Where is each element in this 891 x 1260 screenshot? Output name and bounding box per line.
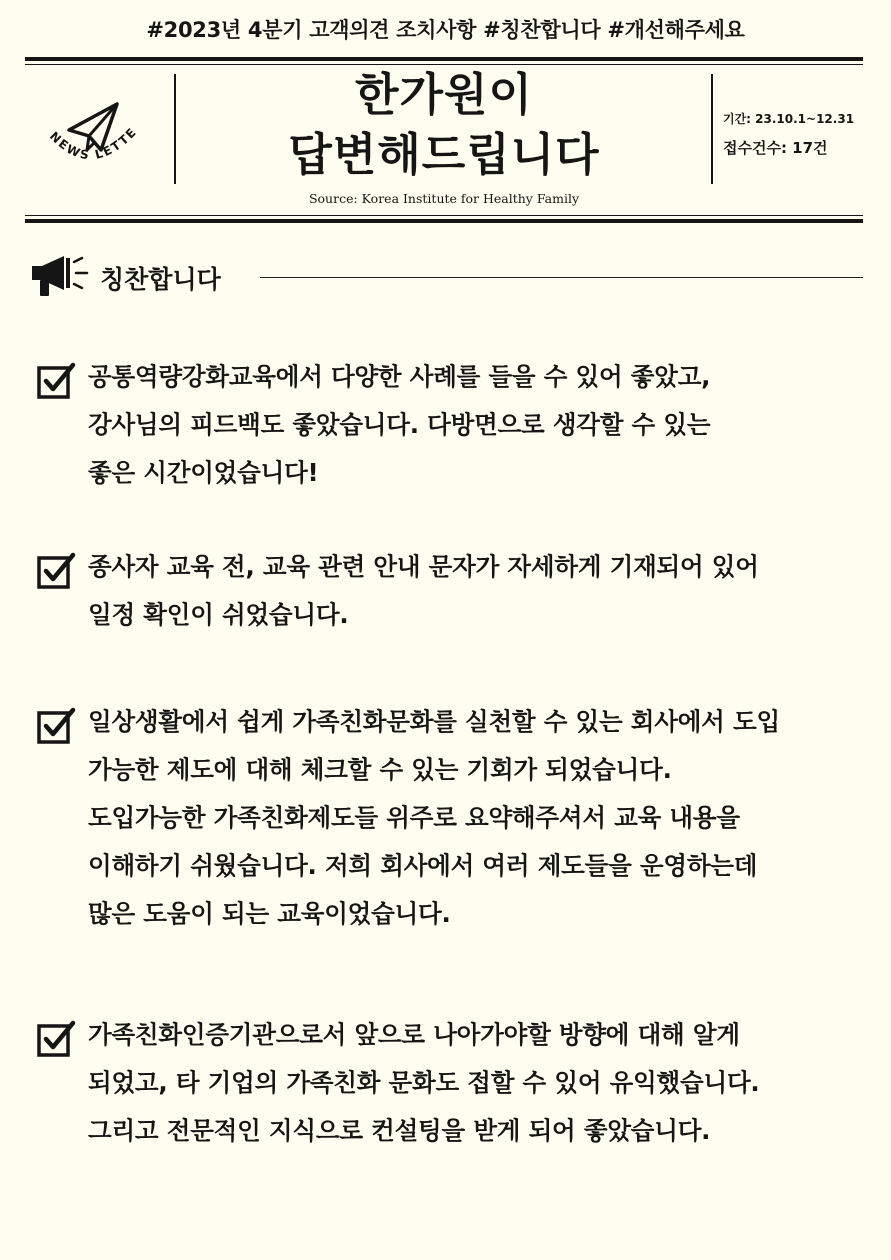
feedback-text: 일상생활에서 쉽게 가족친화문화를 실천할 수 있는 회사에서 도입 가능한 제도에 대해 체크할 수 있는 기회가 되었습니다. 도입가능한 가족친화제도들 위주로 요약해주셔서 교육 내용을 이해하기 쉬웠습니다. 저희 회사에서 여러 제도들을 운영하는데 많은 도움이 되는 교육이었습니다.	[88, 707, 780, 928]
masthead-divider-left	[174, 74, 176, 184]
hashtag-banner: #2023년 4분기 고객의견 조치사항 #칭찬합니다 #개선해주세요	[146, 18, 745, 42]
title-line2: 답변해드립니다	[288, 128, 600, 181]
logo-text: NEWS LETTE	[46, 124, 141, 163]
source-credit: Source: Korea Institute for Healthy Family	[308, 191, 580, 206]
bottom-rule-thin	[25, 215, 863, 216]
feedback-text: 종사자 교육 전, 교육 관련 안내 문자가 자세하게 기재되어 있어 일정 확인이 쉬었습니다.	[88, 552, 759, 629]
section-divider	[260, 277, 863, 278]
title-line1: 한가원이	[355, 68, 533, 121]
megaphone-icon	[30, 254, 90, 298]
list-item	[36, 353, 866, 503]
checkbox-checked-icon	[36, 361, 76, 401]
feedback-text: 가족친화인증기관으로서 앞으로 나아가야할 방향에 대해 알게 되었고, 타 기업의 가족친화 문화도 접할 수 있어 유익했습니다. 그리고 전문적인 지식으로 컨설팅을 받게 되어 좋았습니다.	[88, 1020, 760, 1145]
svg-text:NEWS LETTER	[37, 92, 140, 162]
masthead	[25, 64, 863, 214]
checkbox-checked-icon	[36, 1019, 76, 1059]
period-label: 기간: 23.10.1~12.31	[723, 112, 855, 126]
feedback-text: 공통역량강화교육에서 다양한 사례를 들을 수 있어 좋았고, 강사님의 피드백도 좋았습니다. 다방면으로 생각할 수 있는 좋은 시간이었습니다!	[88, 362, 711, 487]
count-label: 접수건수: 17건	[723, 139, 828, 157]
top-rule-thick	[25, 57, 863, 61]
checkbox-checked-icon	[36, 551, 76, 591]
section-title: 칭찬합니다	[100, 265, 221, 294]
newsletter-logo	[37, 92, 145, 182]
bottom-rule-thick	[25, 219, 863, 223]
list-item	[36, 543, 866, 643]
checkbox-checked-icon	[36, 706, 76, 746]
paper-plane-icon	[37, 92, 145, 182]
list-item	[36, 698, 866, 943]
masthead-divider-right	[711, 74, 713, 184]
section-header	[30, 252, 863, 298]
list-item	[36, 1011, 866, 1161]
